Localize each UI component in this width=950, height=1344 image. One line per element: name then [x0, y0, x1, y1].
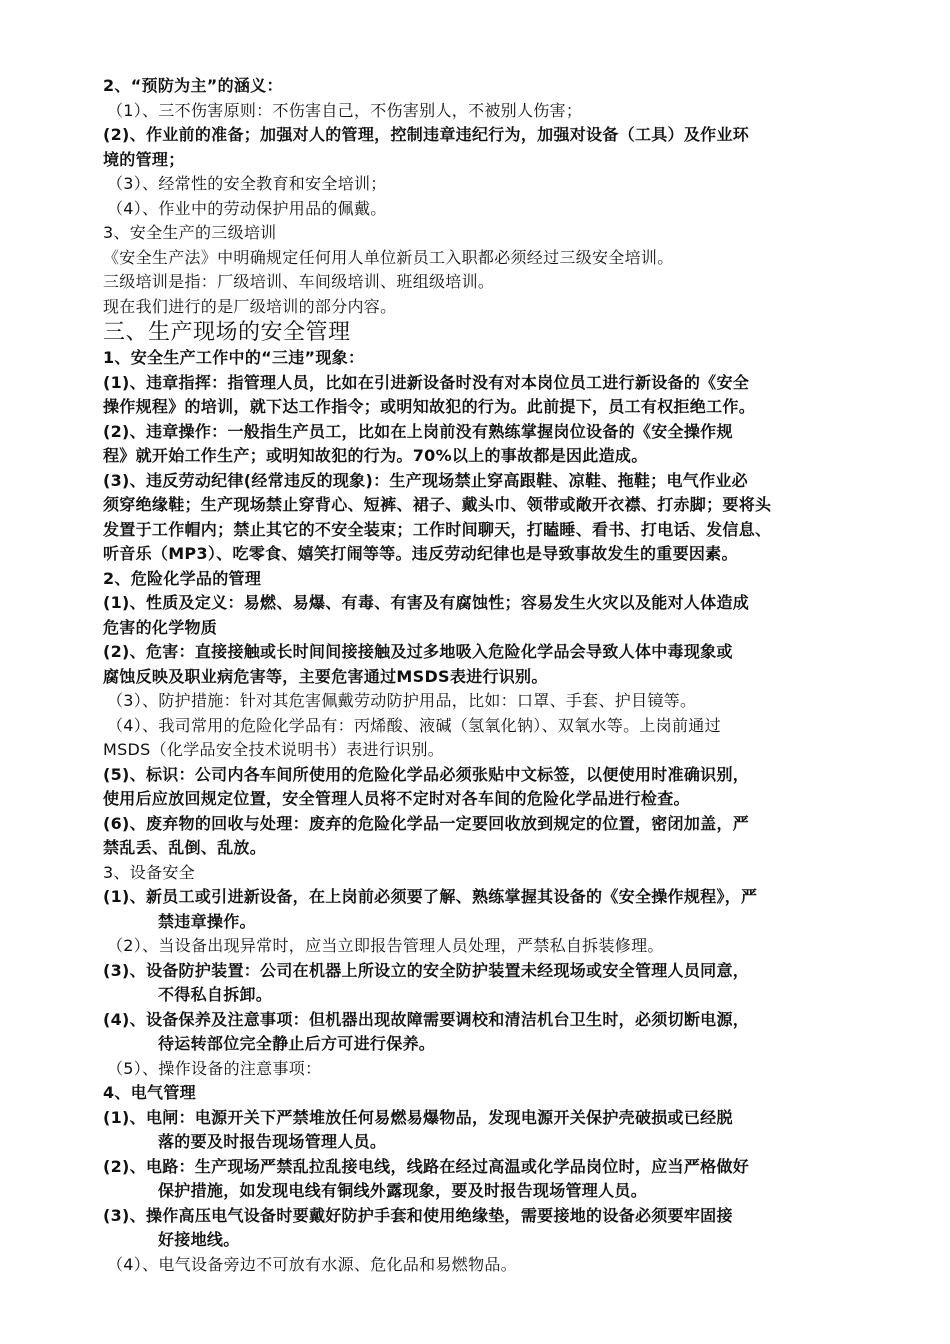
paragraph-line: （5）、操作设备的注意事项： [107, 1058, 322, 1078]
paragraph-line: 腐蚀反映及职业病危害等，主要危害通过MSDS表进行识别。 [103, 666, 548, 686]
paragraph-line: 禁违章操作。 [158, 911, 256, 931]
paragraph-line: (3)、设备防护装置：公司在机器上所设立的安全防护装置未经现场或安全管理人员同意， [103, 960, 750, 980]
paragraph-line: MSDS（化学品安全技术说明书）表进行识别。 [103, 740, 445, 759]
paragraph-line: （4）、我司常用的危险化学品有：丙烯酸、液碱（氢氧化钠）、双氧水等。上岗前通过 [107, 715, 721, 735]
paragraph-line: (3)、违反劳动纪律(经常违反的现象)：生产现场禁止穿高跟鞋、凉鞋、拖鞋；电气作业必 [103, 470, 748, 490]
paragraph-line: （1）、三不伤害原则：不伤害自己，不伤害别人，不被别人伤害； [107, 100, 583, 120]
paragraph-line: (6)、废弃物的回收与处理：废弃的危险化学品一定要回收放到规定的位置，密闭加盖，严 [103, 813, 750, 833]
paragraph-line: 《安全生产法》中明确规定任何用人单位新员工入职都必须经过三级安全培训。 [103, 247, 674, 267]
paragraph-line: 禁乱丢、乱倒、乱放。 [103, 838, 267, 857]
paragraph-line: 三级培训是指：厂级培训、车间级培训、班组级培训。 [103, 272, 495, 291]
paragraph-line: 发置于工作帽内；禁止其它的不安全装束；工作时间聊天，打瞌睡、看书、打电话、发信息、 [103, 519, 772, 539]
paragraph-line: （4）、电气设备旁边不可放有水源、危化品和易燃物品。 [107, 1254, 517, 1274]
paragraph-line: (1)、违章指挥：指管理人员，比如在引进新设备时没有对本岗位员工进行新设备的《安全 [103, 372, 750, 392]
paragraph-line: 危害的化学物质 [103, 617, 218, 637]
heading-prevention: 2、“预防为主”的涵义： [103, 76, 283, 95]
paragraph-line: 落的要及时报告现场管理人员。 [158, 1132, 387, 1151]
paragraph-line: 境的管理； [103, 149, 185, 169]
paragraph-line: （3）、经常性的安全教育和安全培训； [107, 174, 387, 193]
paragraph-line: (1)、新员工或引进新设备，在上岗前必须要了解、熟练掌握其设备的《安全操作规程》，严 [103, 887, 758, 906]
paragraph-line: 操作规程》的培训，就下达工作指令；或明知故犯的行为。此前提下，员工有权拒绝工作。 [103, 397, 756, 416]
paragraph-line: （3）、防护措施：针对其危害佩戴劳动防护用品，比如：口罩、手套、护目镜等。 [107, 691, 697, 710]
paragraph-line: (4)、设备保养及注意事项：但机器出现故障需要调校和清洁机台卫生时，必须切断电源， [103, 1009, 750, 1029]
paragraph-line: 听音乐（MP3）、吃零食、嬉笑打闹等等。违反劳动纪律也是导致事故发生的重要因素。 [103, 544, 738, 563]
heading-hazardous-chemicals: 2、危险化学品的管理 [103, 568, 262, 588]
paragraph-line: （2）、当设备出现异常时，应当立即报告管理人员处理，严禁私自拆装修理。 [107, 936, 664, 955]
paragraph-line: (5)、标识：公司内各车间所使用的危险化学品必须张贴中文标签，以便使用时准确识别， [103, 764, 750, 784]
heading-equipment-safety: 3、设备安全 [103, 862, 195, 882]
paragraph-line: 不得私自拆卸。 [158, 985, 273, 1004]
paragraph-line: 好接地线。 [158, 1230, 240, 1249]
paragraph-line: (2)、作业前的准备；加强对人的管理，控制违章违纪行为，加强对设备（工具）及作业环 [103, 125, 750, 144]
paragraph-line: （4）、作业中的劳动保护用品的佩戴。 [107, 198, 387, 218]
paragraph-line: 程》就开始工作生产；或明知故犯的行为。70%以上的事故都是因此造成。 [103, 446, 648, 465]
paragraph-line: 待运转部位完全静止后方可进行保养。 [158, 1034, 436, 1053]
heading-electrical-management: 4、电气管理 [103, 1083, 196, 1102]
paragraph-line: (2)、违章操作：一般指生产员工，比如在上岗前没有熟练掌握岗位设备的《安全操作规 [103, 421, 733, 441]
paragraph-line: (2)、危害：直接接触或长时间间接接触及过多地吸入危险化学品会导致人体中毒现象或 [103, 642, 733, 661]
heading-three-level-training: 3、安全生产的三级培训 [103, 223, 277, 242]
paragraph-line: (1)、性质及定义：易燃、易爆、有毒、有害及有腐蚀性；容易发生火灾以及能对人体造成 [103, 593, 750, 612]
section-heading: 三、生产现场的安全管理 [103, 320, 351, 345]
heading-three-violations: 1、安全生产工作中的“三违”现象： [103, 348, 365, 367]
paragraph-line: 须穿绝缘鞋；生产现场禁止穿背心、短裤、裙子、戴头巾、领带或敞开衣襟、打赤脚；要将头 [103, 495, 772, 514]
paragraph-line: 使用后应放回规定位置，安全管理人员将不定时对各车间的危险化学品进行检查。 [103, 789, 690, 808]
paragraph-line: (3)、操作高压电气设备时要戴好防护手套和使用绝缘垫，需要接地的设备必须要牢固接 [103, 1205, 733, 1225]
paragraph-line: (2)、电路：生产现场严禁乱拉乱接电线，线路在经过高温或化学品岗位时，应当严格做好 [103, 1156, 750, 1176]
paragraph-line: 保护措施，如发现电线有铜线外露现象，要及时报告现场管理人员。 [158, 1181, 648, 1200]
paragraph-line: (1)、电闸：电源开关下严禁堆放任何易燃易爆物品，发现电源开关保护壳破损或已经脱 [103, 1107, 733, 1127]
paragraph-line: 现在我们进行的是厂级培训的部分内容。 [103, 296, 397, 316]
